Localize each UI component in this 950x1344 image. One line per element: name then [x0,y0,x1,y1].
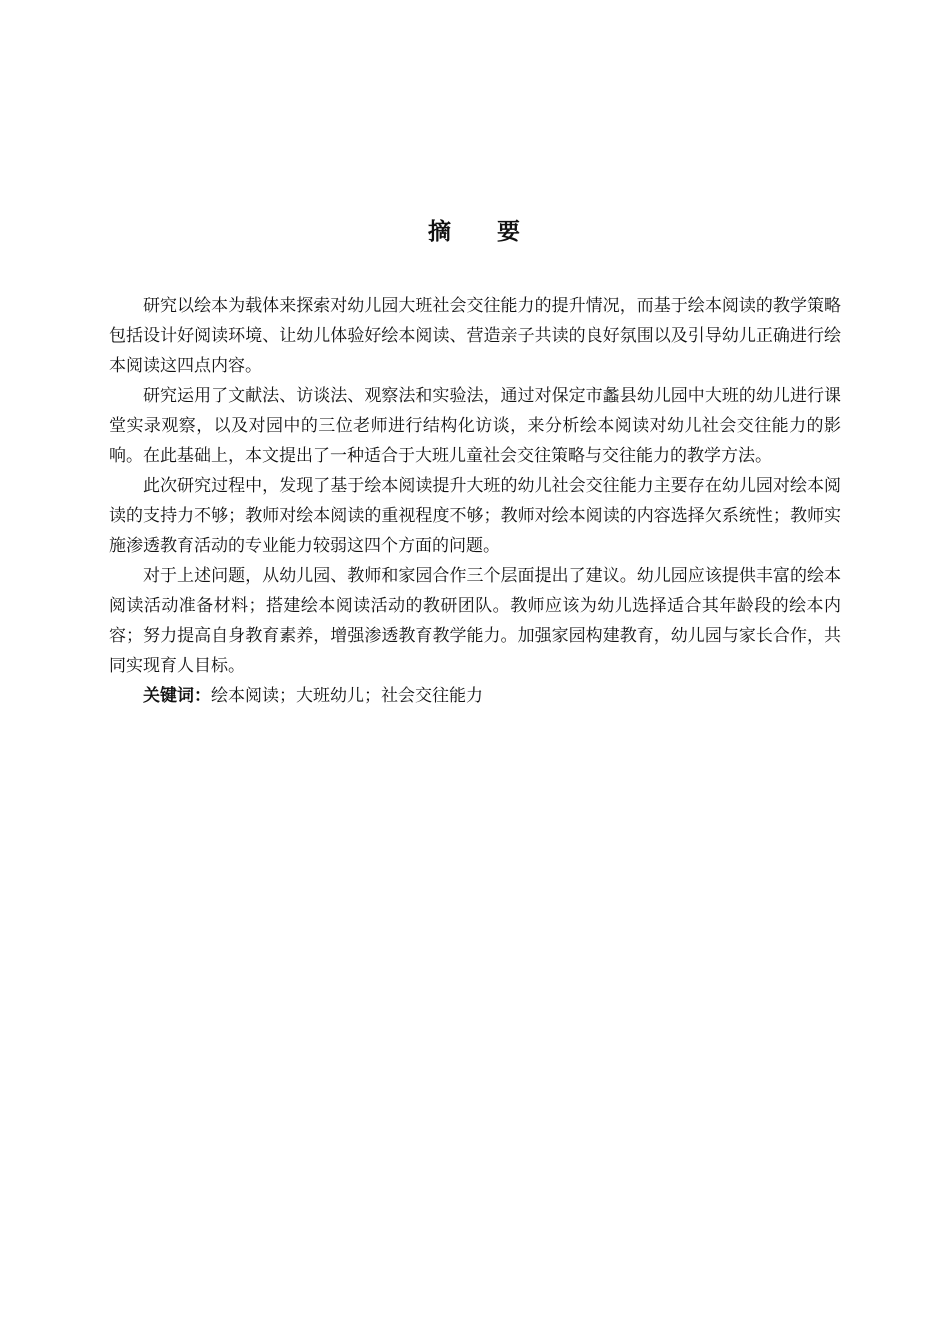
keywords-line [109,681,841,711]
abstract-paragraph-1: 研究以绘本为载体来探索对幼儿园大班社会交往能力的提升情况，而基于绘本阅读的教学策略包括设计好阅读环境、让幼儿体验好绘本阅读、营造亲子共读的良好氛围以及引导幼儿正确进行绘本阅读这四点内容。 [109,296,841,376]
abstract-title-char-1: 摘 [428,219,453,245]
abstract-paragraph-2: 研究运用了文献法、访谈法、观察法和实验法，通过对保定市蠡县幼儿园中大班的幼儿进行课堂实录观察，以及对园中的三位老师进行结构化访谈，来分析绘本阅读对幼儿社会交往能力的影响。在此基础上，本文提出了一种适合于大班儿童社会交往策略与交往能力的教学方法。 [109,386,841,466]
abstract-paragraph-3: 此次研究过程中，发现了基于绘本阅读提升大班的幼儿社会交往能力主要存在幼儿园对绘本阅读的支持力不够；教师对绘本阅读的重视程度不够；教师对绘本阅读的内容选择欠系统性；教师实施渗透教育活动的专业能力较弱这四个方面的问题。 [109,476,841,556]
keywords-label: 关键词： [143,686,211,706]
abstract-title-char-2: 要 [497,219,522,245]
keywords-text: 绘本阅读；大班幼儿；社会交往能力 [211,686,483,706]
abstract-body [109,291,841,711]
abstract-paragraph-4: 对于上述问题，从幼儿园、教师和家园合作三个层面提出了建议。幼儿园应该提供丰富的绘本阅读活动准备材料；搭建绘本阅读活动的教研团队。教师应该为幼儿选择适合其年龄段的绘本内容；努力提高自身教育素养，增强渗透教育教学能力。加强家园构建教育，幼儿园与家长合作，共同实现育人目标。 [109,566,841,676]
abstract-title [0,214,950,250]
